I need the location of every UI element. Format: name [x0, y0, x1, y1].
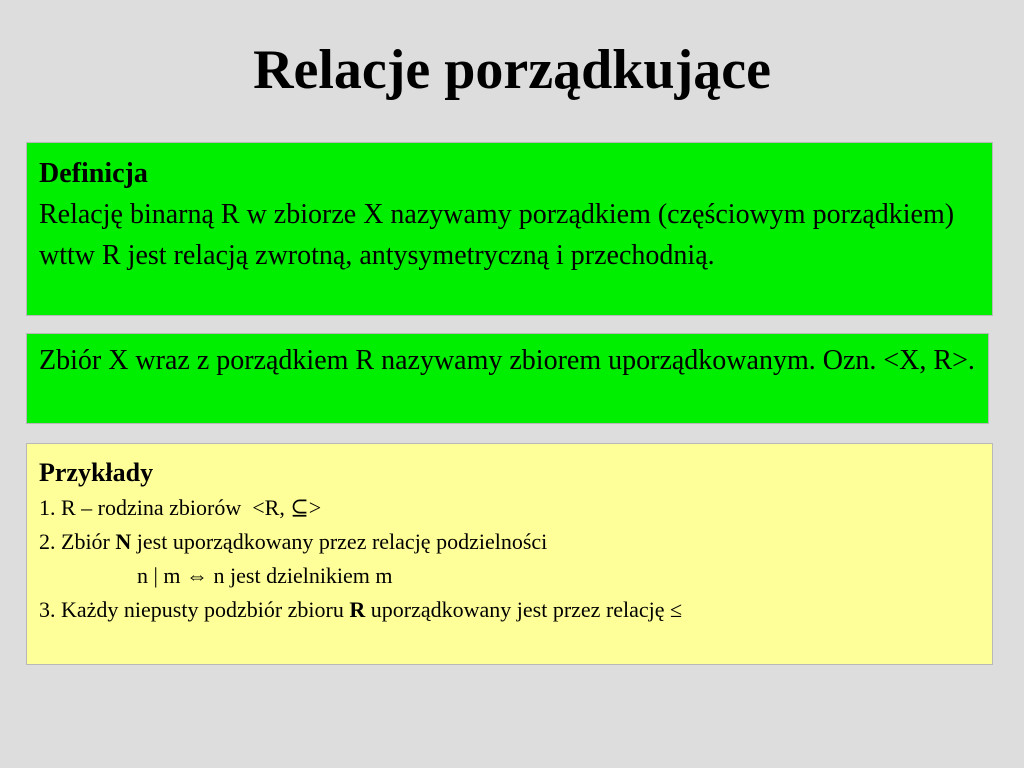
slide-title: Relacje porządkujące	[253, 39, 771, 101]
example-item-3	[39, 593, 980, 627]
definition-box	[26, 142, 993, 316]
ordered-set-box	[26, 333, 989, 424]
example-item-1: 1. R – rodzina zbiorów <R, ⊆>	[39, 495, 322, 520]
definition-text: Relację binarną R w zbiorze X nazywamy porządkiem (częściowym porządkiem) wttw R jest relacją zwrotną, antysymetryczną i przechodnią.	[39, 199, 955, 271]
example-item-2-suffix: jest uporządkowany przez relację podzielności	[131, 529, 548, 554]
divisibility-definition: n | m ⇔ n jest dzielnikiem m	[137, 563, 393, 588]
natural-numbers-symbol: N	[115, 529, 132, 554]
example-item-3-prefix: 3. Każdy niepusty podzbiór zbioru	[39, 597, 350, 622]
examples-heading: Przykłady	[39, 458, 154, 487]
example-item-3-suffix: uporządkowany jest przez relację ≤	[365, 597, 683, 622]
ordered-set-text: Zbiór X wraz z porządkiem R nazywamy zbiorem uporządkowanym. Ozn. <X, R>.	[39, 345, 975, 376]
definition-heading: Definicja	[39, 158, 148, 189]
example-item-2-prefix: 2. Zbiór	[39, 529, 116, 554]
examples-box	[26, 443, 993, 665]
example-item-2	[39, 525, 980, 559]
real-numbers-symbol: R	[349, 597, 366, 622]
